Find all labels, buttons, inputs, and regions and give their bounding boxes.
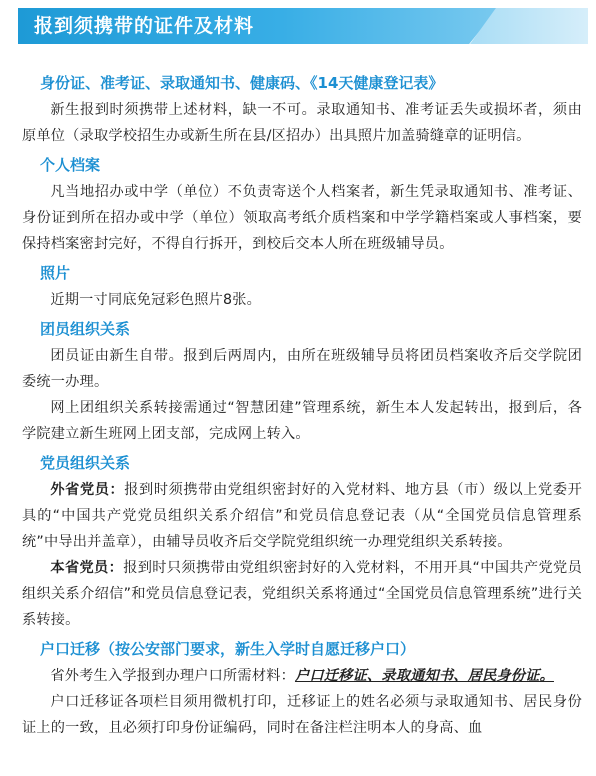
document-body bbox=[22, 71, 582, 741]
section-household-migration bbox=[22, 637, 582, 741]
paragraph-text: 省外考生入学报到办理户口所需材料： bbox=[50, 668, 295, 684]
banner-title: 报到须携带的证件及材料 bbox=[34, 15, 255, 37]
paragraph: 团员证由新生自带。报到后两周内，由所在班级辅导员将团员档案收齐后交学院团委统一办理。 bbox=[22, 348, 582, 390]
paragraph-text: 报到时须携带由党组织密封好的入党材料、地方县（市）级以上党委开具的“中国共产党党员组织关系介绍信”和党员信息登记表（从“全国党员信息管理系统”中导出并盖章），由辅导员收齐后交学院党组织统一办理党组织关系转接。 bbox=[22, 482, 582, 550]
paragraph-text: 报到时只须携带由党组织密封好的入党材料，不用开具“中国共产党党员组织关系介绍信”和党员信息登记表，党组织关系将通过“全国党员信息管理系统”进行关系转接。 bbox=[22, 560, 582, 628]
section-personal-file bbox=[22, 153, 582, 257]
section-photos bbox=[22, 261, 582, 313]
section-heading: 团员组织关系 bbox=[40, 320, 131, 338]
section-heading: 户口迁移（按公安部门要求，新生入学时自愿迁移户口） bbox=[40, 640, 416, 658]
paragraph bbox=[22, 663, 582, 689]
paragraph: 新生报到时须携带上述材料，缺一不可。录取通知书、准考证丢失或损坏者，须由原单位（录取学校招生办或新生所在县/区招办）出具照片加盖骑缝章的证明信。 bbox=[22, 102, 582, 144]
required-materials: 户口迁移证、录取通知书、居民身份证。 bbox=[294, 668, 554, 684]
section-party-relation bbox=[22, 451, 582, 633]
section-id-documents bbox=[22, 71, 582, 149]
section-league-relation bbox=[22, 317, 582, 447]
section-banner bbox=[0, 8, 596, 44]
section-heading: 身份证、准考证、录取通知书、健康码、《14天健康登记表》 bbox=[40, 74, 444, 92]
lead-label: 外省党员： bbox=[50, 482, 125, 498]
paragraph: 户口迁移证各项栏目须用微机打印，迁移证上的姓名必须与录取通知书、居民身份证上的一致，且必须打印身份证编码，同时在备注栏注明本人的身高、血 bbox=[22, 694, 582, 736]
paragraph bbox=[22, 477, 582, 555]
section-heading: 个人档案 bbox=[40, 156, 101, 174]
paragraph: 网上团组织关系转接需通过“智慧团建”管理系统，新生本人发起转出，报到后，各学院建立新生班网上团支部，完成网上转入。 bbox=[22, 400, 582, 442]
lead-label: 本省党员： bbox=[50, 560, 124, 576]
paragraph bbox=[22, 555, 582, 633]
section-heading: 照片 bbox=[40, 264, 71, 282]
paragraph: 凡当地招办或中学（单位）不负责寄送个人档案者，新生凭录取通知书、准考证、身份证到所在招办或中学（单位）领取高考纸介质档案和中学学籍档案或人事档案，要保持档案密封完好，不得自行拆开，到校后交本人所在班级辅导员。 bbox=[22, 184, 582, 252]
paragraph: 近期一寸同底免冠彩色照片8张。 bbox=[50, 292, 262, 308]
section-heading: 党员组织关系 bbox=[40, 454, 131, 472]
